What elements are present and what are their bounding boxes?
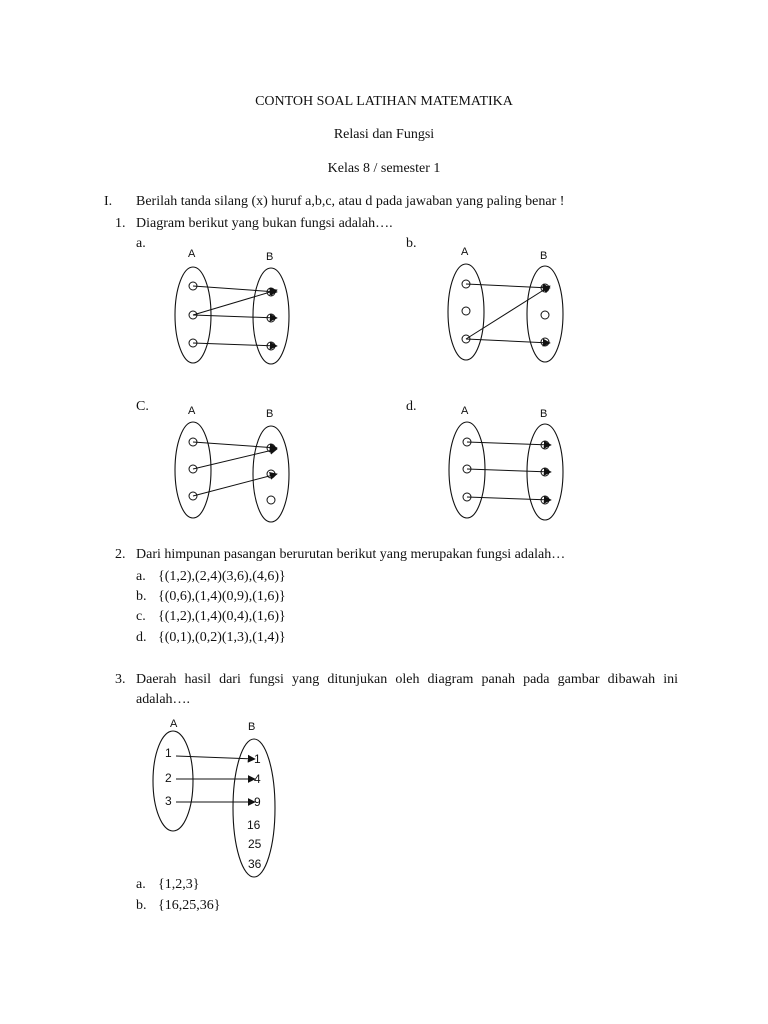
page-subtitle: Relasi dan Fungsi: [333, 127, 435, 142]
q1-c-set-b-label: B: [266, 408, 274, 420]
q3-codomain-item: 4: [254, 772, 261, 786]
q2-option-d-value: {(0,1),(0,2)(1,3),(1,4)}: [158, 630, 286, 645]
q2-option-b-label: b.: [136, 589, 147, 604]
q1-c-set-a-label: A: [188, 405, 196, 417]
q1-b-set-a-label: A: [461, 246, 469, 258]
page-title: CONTOH SOAL LATIHAN MATEMATIKA: [255, 94, 513, 109]
q3-option-b-label: b.: [136, 898, 147, 913]
q3-option-a-value: {1,2,3}: [158, 877, 200, 892]
q3-codomain-item: 16: [247, 818, 261, 832]
q1-option-d-label: d.: [406, 399, 417, 414]
q3-codomain-item: 9: [254, 795, 261, 809]
q3-text-line2: adalah….: [136, 692, 191, 707]
q1-d-set-a-label: A: [461, 405, 469, 417]
q3-set-b-label: B: [248, 721, 256, 733]
q1-b-set-b-label: B: [540, 250, 548, 262]
q3-codomain-item: 1: [254, 752, 261, 766]
q1-option-a-label: a.: [136, 236, 146, 251]
q3-number: 3.: [115, 672, 126, 687]
q3-option-a-label: a.: [136, 877, 146, 892]
q2-option-a-value: {(1,2),(2,4)(3,6),(4,6)}: [158, 569, 286, 584]
q3-codomain-item: 36: [248, 857, 262, 871]
q2-option-c-value: {(1,2),(1,4)(0,4),(1,6)}: [158, 609, 286, 624]
q3-domain-item: 2: [165, 771, 172, 785]
section-number: I.: [104, 194, 113, 209]
q3-codomain-item: 25: [248, 837, 262, 851]
q3-domain-item: 1: [165, 746, 172, 760]
q2-option-d-label: d.: [136, 630, 147, 645]
q1-option-c-label: C.: [136, 399, 149, 414]
q3-set-a-oval: [153, 731, 193, 831]
q1-a-set-b-label: B: [266, 251, 274, 263]
q3-set-a-label: A: [170, 718, 178, 730]
q1-number: 1.: [115, 216, 126, 231]
q2-number: 2.: [115, 547, 126, 562]
section-instruction: Berilah tanda silang (x) huruf a,b,c, atau d pada jawaban yang paling benar !: [136, 194, 565, 209]
q3-text-line1: Daerah hasil dari fungsi yang ditunjukan oleh diagram panah pada gambar dibawah ini: [136, 672, 678, 687]
q3-option-b-value: {16,25,36}: [158, 898, 221, 913]
q2-option-b-value: {(0,6),(1,4)(0,9),(1,6)}: [158, 589, 286, 604]
q1-d-set-b-label: B: [540, 408, 548, 420]
q1-a-set-a-label: A: [188, 248, 196, 260]
q3-domain-item: 3: [165, 794, 172, 808]
q2-text: Dari himpunan pasangan berurutan berikut yang merupakan fungsi adalah…: [136, 547, 566, 562]
q1-option-b-label: b.: [406, 236, 417, 251]
grade-info: Kelas 8 / semester 1: [327, 161, 441, 176]
q3-arrow: [176, 756, 255, 759]
q1-text: Diagram berikut yang bukan fungsi adalah….: [136, 216, 393, 231]
q2-option-c-label: c.: [136, 609, 146, 624]
q2-option-a-label: a.: [136, 569, 146, 584]
